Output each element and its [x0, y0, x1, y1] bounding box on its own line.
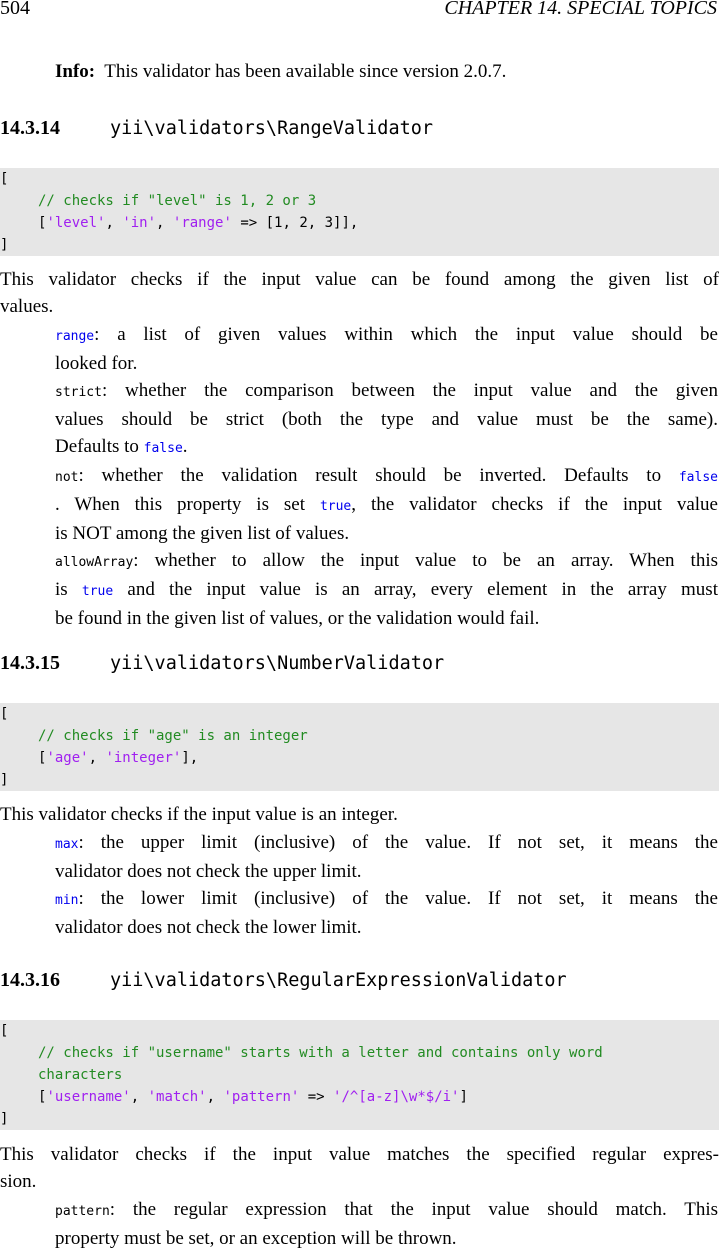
property-key: pattern [55, 1204, 110, 1219]
info-label: Info: [55, 61, 96, 82]
property-key: not [55, 470, 79, 485]
code-line: ['level', 'in', 'range' => [1, 2, 3]], [38, 215, 359, 231]
section-class-name: yii\validators\RangeValidator [110, 118, 434, 139]
code-line: ] [0, 772, 9, 788]
paragraph: This validator checks if the input value matches the specified regular expres- sion. [0, 1144, 719, 1192]
code-line: ['age', 'integer'], [38, 750, 199, 766]
code-comment: // checks if "level" is 1, 2 or 3 [38, 193, 317, 209]
code-block-number [0, 703, 719, 791]
info-note [55, 58, 506, 85]
page-number: 504 [0, 0, 30, 19]
code-line [38, 1042, 603, 1064]
property-key: min [55, 893, 79, 908]
property-item: pattern: the regular expression that the input value should match. This [55, 1199, 718, 1220]
code-line [38, 190, 316, 212]
code-line: ['username', 'match', 'pattern' => '/^[a-z]\w*$/i'] [38, 1089, 468, 1105]
code-line: [ [0, 171, 9, 187]
property-list-number: max: the upper limit (inclusive) of the value. If not set, it means the validator does not check the upper limit. min: the lower limit (inclusive) of the value. If not set, it means the validator does not check the lower limit. [55, 829, 718, 941]
code-comment: // checks if "username" starts with a letter and contains only word [38, 1045, 603, 1061]
code-line: ] [0, 1111, 9, 1127]
code-comment: // checks if "age" is an integer [38, 728, 308, 744]
section-heading-14-3-14 [0, 117, 433, 140]
property-list-regex: pattern: the regular expression that the input value should match. This property must be set, or an exception will be thrown. [55, 1196, 718, 1252]
property-list-range: range: a list of given values within which the input value should be looked for. strict: whether the comparison between the input value and the given values should be strict (both the type and value must be the same). Defaults to false. not: whether the validation result should be inverted. Defaults to false . When this property is set true, the validator checks if the input value is NOT among the given list of values. allowArray: whether to allow the input value to be an array. When this is true and the input value is an array, every element in the array must be found in the given list of values, or the validation would fail. [55, 321, 718, 632]
code-line: [ [0, 1023, 9, 1039]
property-key: strict [55, 385, 102, 400]
section-class-name: yii\validators\RegularExpressionValidator [110, 970, 567, 991]
section-number: 14.3.14 [0, 117, 60, 139]
section-class-name: yii\validators\NumberValidator [110, 653, 445, 674]
property-item: not: whether the validation result should be inverted. Defaults to false [55, 465, 718, 486]
info-text: This validator has been available since version 2.0.7. [104, 61, 507, 82]
property-item: allowArray: whether to allow the input value to be an array. When this [55, 550, 718, 571]
property-item: range: a list of given values within which the input value should be [55, 324, 718, 345]
chapter-title: CHAPTER 14. SPECIAL TOPICS [444, 0, 717, 19]
code-block-regex [0, 1020, 719, 1130]
property-key: max [55, 837, 79, 852]
property-item: max: the upper limit (inclusive) of the value. If not set, it means the [55, 832, 718, 853]
section-heading-14-3-15 [0, 652, 444, 675]
property-key: allowArray [55, 555, 134, 570]
paragraph: This validator checks if the input value can be found among the given list of values. [0, 269, 719, 317]
code-line [38, 1064, 122, 1086]
paragraph: This validator checks if the input value is an integer. [0, 804, 398, 825]
property-key: range [55, 329, 95, 344]
code-line: ] [0, 237, 9, 253]
property-item: strict: whether the comparison between the input value and the given [55, 380, 718, 401]
running-header [0, 0, 719, 21]
code-line [38, 725, 308, 747]
section-number: 14.3.15 [0, 652, 60, 674]
section-number: 14.3.16 [0, 969, 60, 991]
code-line: [ [0, 706, 9, 722]
section-heading-14-3-16 [0, 969, 567, 992]
code-comment: characters [38, 1067, 123, 1083]
code-block-range [0, 168, 719, 256]
property-item: min: the lower limit (inclusive) of the value. If not set, it means the [55, 888, 718, 909]
